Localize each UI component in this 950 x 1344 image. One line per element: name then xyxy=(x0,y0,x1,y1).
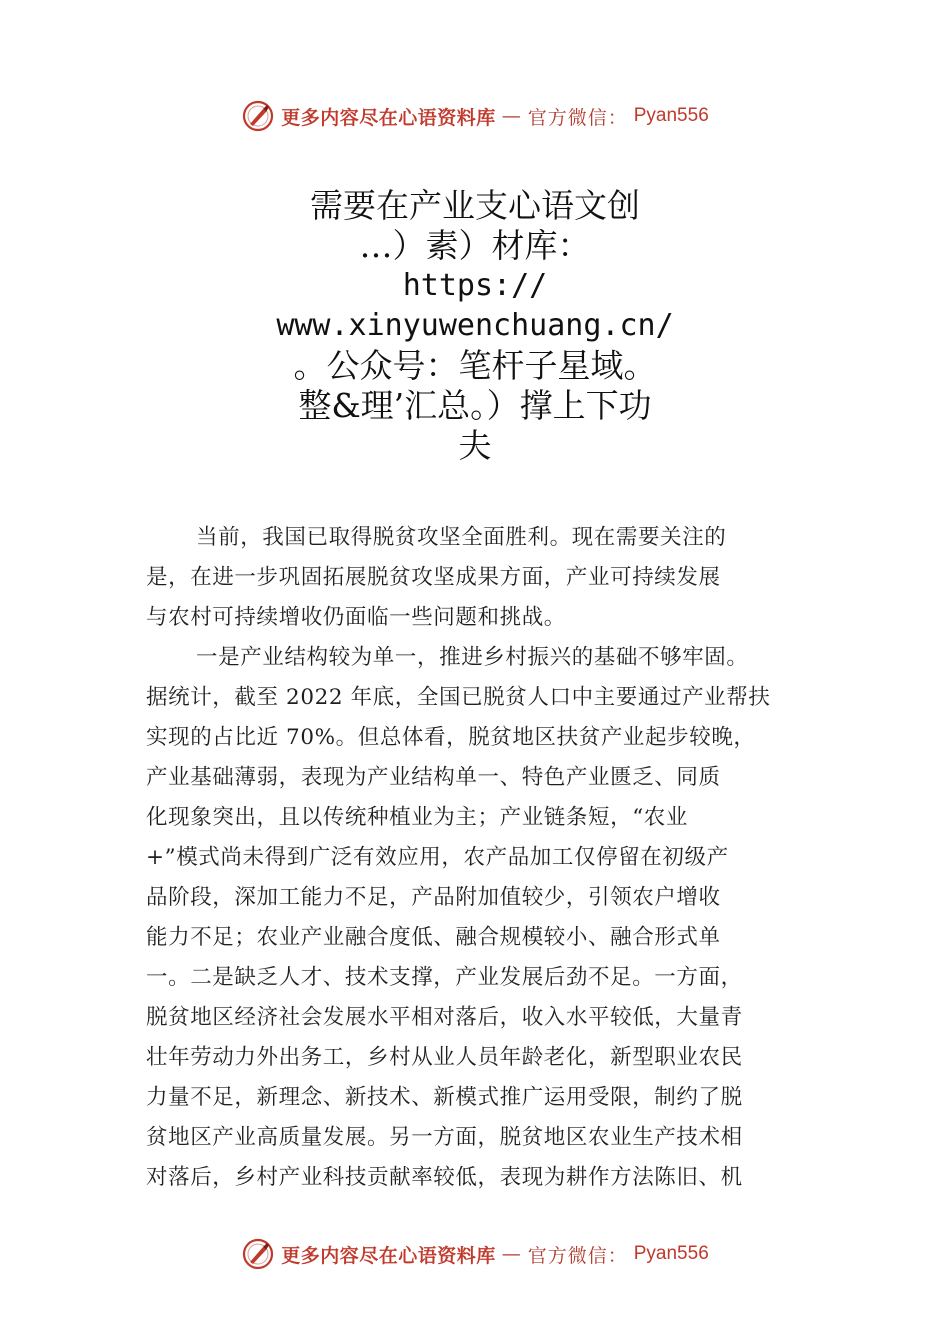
banner-brand-text: 更多内容尽在心语资料库 xyxy=(281,106,496,129)
banner-separator: — xyxy=(501,1243,522,1265)
document-body xyxy=(146,518,836,1198)
paragraph-line: 壮年劳动力外出务工，乡村从业人员年龄老化，新型职业农民 xyxy=(146,1045,743,1070)
title-line: …）素）材库： xyxy=(359,226,591,265)
title-line: 夫 xyxy=(458,426,492,465)
paragraph-line: 脱贫地区经济社会发展水平相对落后，收入水平较低，大量青 xyxy=(146,1005,743,1030)
title-line: www.xinyuwenchuang.cn/ xyxy=(276,308,674,343)
paragraph-line: 能力不足；农业产业融合度低、融合规模较小、融合形式单 xyxy=(146,925,721,950)
header-watermark-banner xyxy=(0,96,950,136)
paragraph-line: 实现的占比近 70%。但总体看，脱贫地区扶贫产业起步较晚， xyxy=(146,725,756,750)
document-title xyxy=(260,186,690,466)
paragraph-line: 产业基础薄弱，表现为产业结构单一、特色产业匮乏、同质 xyxy=(146,765,721,790)
paragraph-line: 贫地区产业高质量发展。另一方面，脱贫地区农业生产技术相 xyxy=(146,1125,743,1150)
paragraph-line: +”模式尚未得到广泛有效应用，农产品加工仅停留在初级产 xyxy=(146,845,729,870)
paragraph-line: 据统计，截至 2022 年底，全国已脱贫人口中主要通过产业帮扶 xyxy=(146,685,771,710)
paragraph-line: 一。二是缺乏人才、技术支撑，产业发展后劲不足。一方面， xyxy=(146,965,743,990)
banner-wechat-id: Pyan556 xyxy=(633,1243,709,1264)
paragraph-line: 力量不足，新理念、新技术、新模式推广运用受限，制约了脱 xyxy=(146,1085,743,1110)
paragraph-line: 一是产业结构较为单一，推进乡村振兴的基础不够牢固。 xyxy=(196,645,749,670)
paragraph-line: 品阶段，深加工能力不足，产品附加值较少，引领农户增收 xyxy=(146,885,721,910)
pen-nib-stamp-icon xyxy=(241,99,275,133)
title-line: 需要在产业支心语文创 xyxy=(310,186,640,225)
paragraph-line: 化现象突出，且以传统种植业为主；产业链条短，“农业 xyxy=(146,805,688,830)
banner-contact-label: 官方微信： xyxy=(527,1244,628,1267)
title-line: 。公众号：笔杆子星域。 xyxy=(293,346,657,385)
banner-brand-text: 更多内容尽在心语资料库 xyxy=(281,1244,496,1267)
banner-separator: — xyxy=(501,105,522,127)
paragraph-line: 对落后，乡村产业科技贡献率较低，表现为耕作方法陈旧、机 xyxy=(146,1165,743,1190)
paragraph-line: 是，在进一步巩固拓展脱贫攻坚成果方面，产业可持续发展 xyxy=(146,565,721,590)
pen-nib-stamp-icon xyxy=(241,1237,275,1271)
title-line: https:// xyxy=(402,268,548,303)
paragraph-line: 与农村可持续增收仍面临一些问题和挑战。 xyxy=(146,605,566,630)
banner-wechat-id: Pyan556 xyxy=(633,105,709,126)
title-line: 整&理’汇总。）撑上下功 xyxy=(298,386,652,425)
banner-contact-label: 官方微信： xyxy=(527,106,628,129)
footer-watermark-banner xyxy=(0,1234,950,1274)
paragraph-line: 当前，我国已取得脱贫攻坚全面胜利。现在需要关注的 xyxy=(196,525,727,550)
